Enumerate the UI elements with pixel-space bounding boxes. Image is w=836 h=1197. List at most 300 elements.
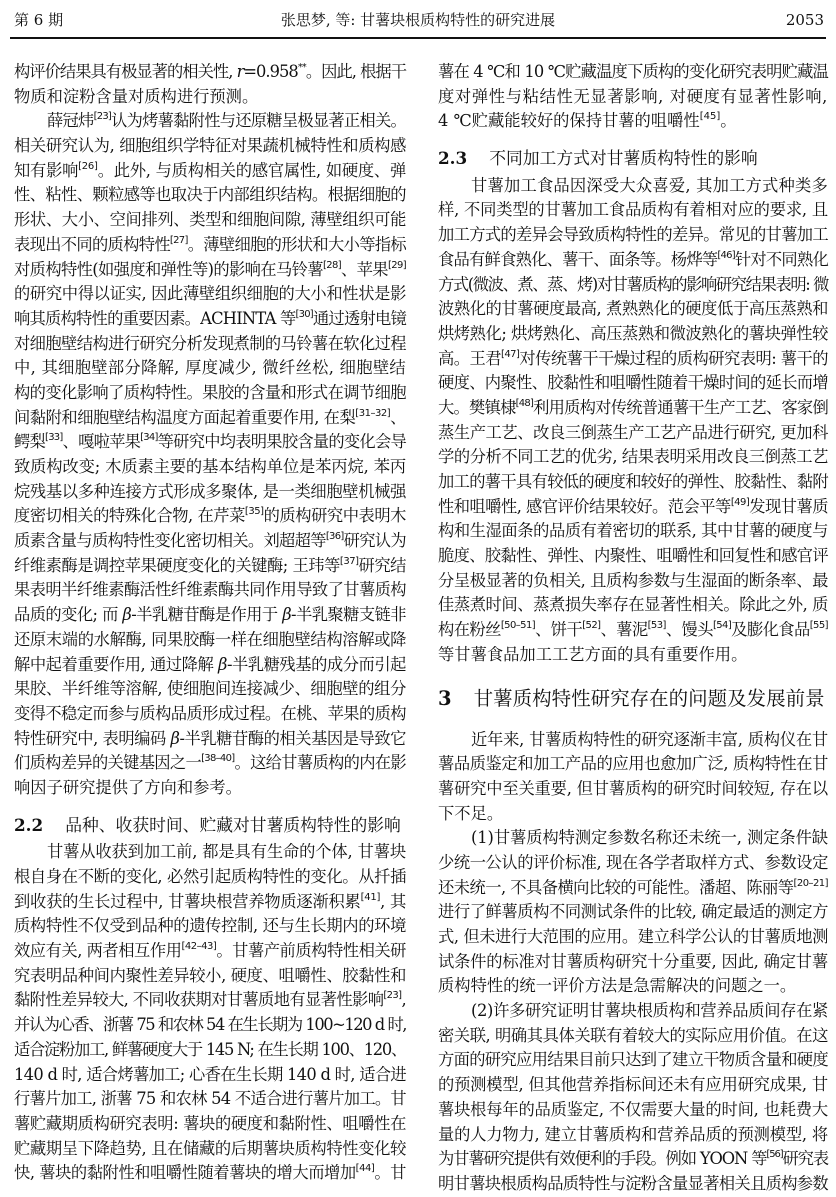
line-text <box>438 952 828 971</box>
issue-number: 第 6 期 <box>14 11 64 29</box>
text-line <box>14 865 406 890</box>
line-text <box>14 235 406 254</box>
line-text <box>47 111 406 130</box>
text-run: 、饼干 <box>535 620 583 640</box>
text-line <box>14 480 406 505</box>
text-run: 大。樊镇棣 <box>438 397 516 417</box>
line-text <box>471 828 828 847</box>
text-run: 品质的变化; 而 <box>14 605 123 625</box>
line-text <box>14 334 406 353</box>
line-text <box>438 373 828 392</box>
text-line <box>438 752 828 777</box>
text-line <box>438 925 828 950</box>
citation-superscript: [26] <box>78 160 98 172</box>
text-run: 。因此, 根据干 <box>305 62 406 81</box>
text-run: 。薄壁细胞的形状和大小等指标 <box>187 234 406 254</box>
line-text <box>438 324 828 343</box>
text-run: 、苹果 <box>340 259 388 279</box>
citation-superscript: [27] <box>169 234 188 246</box>
citation-superscript: [55] <box>809 620 828 632</box>
text-run: 。这给甘薯质构的内在影 <box>234 753 406 773</box>
line-text <box>14 679 406 698</box>
text-run: 样, 不同类型的甘薯加工食品质构有着相对应的要求, 且 <box>438 200 828 220</box>
text-line <box>438 643 828 668</box>
text-line <box>14 1161 406 1186</box>
text-line <box>14 603 406 628</box>
line-text <box>14 1040 406 1059</box>
section-title: 品种、收获时间、贮藏对甘薯质构特性的影响 <box>65 814 401 835</box>
line-text <box>14 655 406 674</box>
text-run: 、馒头 <box>665 620 713 640</box>
paragraph <box>14 109 406 800</box>
text-line <box>438 777 828 802</box>
text-run: 度对弹性与粘结性无显著影响, 对硬度有显著性影响, <box>438 86 828 106</box>
text-line <box>438 248 828 273</box>
text-line <box>14 890 406 915</box>
line-text <box>438 349 828 368</box>
text-line <box>14 677 406 702</box>
text-line <box>438 109 828 134</box>
text-line <box>438 728 828 753</box>
line-text <box>14 1139 406 1158</box>
text-run: 质构特性的统一评价方法是急需解决的问题之一。 <box>438 976 797 996</box>
line-text <box>438 1026 828 1045</box>
text-run: 性和咀嚼性, 感官评价结果较好。范会平等 <box>438 496 731 516</box>
citation-superscript: [30] <box>295 308 313 320</box>
italic-symbol: β <box>122 605 132 625</box>
text-run: 还原末端的水解酶, 同果胶酶一样在细胞壁结构溶解或降 <box>14 629 406 649</box>
text-run: 利用质构对传统普通薯干生产工艺、客家倒 <box>533 397 828 417</box>
line-text <box>14 778 242 797</box>
text-line <box>438 347 828 372</box>
line-text <box>438 804 503 823</box>
text-run: 质素含量与质构特性变化密切相关。刘超超等 <box>14 531 326 551</box>
text-run: 适合淀粉加工, 鲜薯硬度大于 145 N; 在生长期 100、120、 <box>14 1039 406 1059</box>
section-title: 不同加工方式对甘薯质构特性的影响 <box>489 148 758 169</box>
text-run: 、薯泥 <box>600 620 648 640</box>
line-text <box>438 571 828 590</box>
text-line <box>438 297 828 322</box>
text-line <box>438 470 828 495</box>
text-run: 发现甘薯质 <box>749 496 828 516</box>
line-text <box>14 1089 406 1108</box>
line-text <box>438 620 828 639</box>
text-run: 明甘薯块根质构品质特性与淀粉含量显著相关且质构参数 <box>438 1173 828 1193</box>
line-text <box>438 1125 828 1144</box>
citation-superscript: [36] <box>325 531 344 543</box>
line-text <box>14 482 406 501</box>
text-run: 解中起着重要作用, 通过降解 <box>14 654 218 674</box>
text-run: 近年来, 甘薯质构特性的研究逐渐丰富, 质构仪在甘 <box>471 729 828 749</box>
text-run: 薯研究中至关重要, 但甘薯质构的研究时间较短, 存在以 <box>438 778 828 798</box>
text-line <box>14 1112 406 1137</box>
text-run: 等甘薯食品加工工艺方面的具有重要作用。 <box>438 644 748 664</box>
text-run: 。甘薯产前质构特性相关研 <box>216 941 406 961</box>
citation-superscript: [38–40] <box>201 753 235 765</box>
text-line <box>14 653 406 678</box>
citation-superscript: [45] <box>699 111 721 123</box>
text-run: 薯贮藏期质构研究表明: 薯块的硬度和黏附性、咀嚼性在 <box>14 1113 406 1133</box>
line-text <box>438 111 737 130</box>
text-run: 快, 薯块的黏附性和咀嚼性随着薯块的增大而增加 <box>14 1163 356 1183</box>
line-text <box>438 902 828 921</box>
line-text <box>438 200 828 219</box>
line-text <box>438 645 747 664</box>
line-text <box>438 927 828 946</box>
text-run: 还未统一, 不具备横向比较的可能性。潘超、陈丽等 <box>438 877 794 897</box>
text-run: 、 <box>390 407 406 427</box>
text-line <box>438 198 828 223</box>
text-run: 。 <box>720 111 737 131</box>
line-text <box>438 250 828 269</box>
text-run: 高。王君 <box>438 348 501 368</box>
text-run: 质构特性不仅受到品种的遗传控制, 还与生长期内的环境 <box>14 916 406 936</box>
text-line <box>14 430 406 455</box>
text-line <box>438 950 828 975</box>
text-line <box>14 988 406 1013</box>
text-run: 脆度、胶黏性、弹性、内聚性、咀嚼性和回复性和感官评 <box>438 546 828 566</box>
text-line <box>14 702 406 727</box>
text-line <box>14 1038 406 1063</box>
citation-superscript: [31–32] <box>355 407 391 419</box>
line-text <box>14 1163 406 1182</box>
text-run: 物质和淀粉含量对质构进行预测。 <box>14 86 259 106</box>
text-run: 烷残基以多种连接方式形成多聚体, 是一类细胞壁机械强 <box>14 481 406 501</box>
text-run: 少统一公认的评价标准, 现在各学者取样方式、参数设定 <box>438 852 828 872</box>
line-text <box>14 457 406 476</box>
text-line <box>14 1087 406 1112</box>
text-line <box>14 332 406 357</box>
line-text <box>14 1065 406 1084</box>
italic-symbol: r <box>236 62 244 81</box>
line-text <box>14 87 258 106</box>
text-line <box>14 282 406 307</box>
line-text <box>14 867 406 886</box>
line-text <box>14 284 406 303</box>
text-line <box>438 593 828 618</box>
line-text <box>438 275 828 294</box>
text-line <box>438 322 828 347</box>
text-line <box>438 900 828 925</box>
text-line <box>438 618 828 643</box>
text-run: 加工的薯干具有较低的硬度和较好的弹性、胶黏性、黏附 <box>438 472 828 491</box>
line-text <box>471 176 828 195</box>
text-run: -半乳糖苷酶的相关基因是导致它 <box>179 728 406 748</box>
line-text <box>14 185 406 204</box>
italic-symbol: β <box>282 605 292 625</box>
text-line <box>14 183 406 208</box>
text-run: 方式(微波、煮、蒸、烤)对甘薯质构的影响研究结果表明: 微 <box>438 274 828 294</box>
section-number: 2.3 <box>438 148 468 169</box>
text-line <box>438 1073 828 1098</box>
text-line <box>438 974 828 999</box>
text-line <box>438 223 828 248</box>
line-text <box>438 1050 828 1069</box>
text-run: 的研究中得以证实, 因此薄壁组织细胞的大小和性状是影 <box>14 284 406 304</box>
line-text <box>47 842 406 861</box>
line-text <box>438 1149 828 1168</box>
text-line <box>438 999 828 1024</box>
text-line <box>14 751 406 776</box>
text-line <box>14 1063 406 1088</box>
paragraph <box>438 174 828 668</box>
text-line <box>14 159 406 184</box>
text-run: 构和生湿面条的品质有着密切的联系, 其中甘薯的硬度与 <box>438 521 828 541</box>
text-run: 究表明品种间内聚性差异较小, 硬度、咀嚼性、胶黏性和 <box>14 965 406 985</box>
text-line <box>438 1123 828 1148</box>
citation-superscript: [37] <box>339 555 359 567</box>
text-run: 行薯片加工, 浙薯 75 和农林 54 不适合进行薯片加工。甘 <box>14 1089 406 1109</box>
section-number: 3 <box>438 686 452 710</box>
citation-superscript: [53] <box>647 620 666 632</box>
section-heading <box>438 146 828 171</box>
text-run: 到收获的生长过程中, 甘薯块根营养物质逐渐积累 <box>14 891 361 911</box>
text-run: 下不足。 <box>438 803 504 823</box>
citation-superscript: [54] <box>712 620 732 632</box>
text-line <box>14 60 406 85</box>
italic-symbol: β <box>170 728 180 748</box>
line-text <box>14 136 406 155</box>
citation-superscript: [42–43] <box>181 941 217 953</box>
line-text <box>14 704 406 723</box>
text-line <box>14 529 406 554</box>
text-line <box>438 421 828 446</box>
text-run: 食品有鲜食熟化、薯干、面条等。杨烨等 <box>438 249 718 269</box>
text-run: 认为烤薯黏附性与还原糖呈极显著正相关。 <box>111 111 406 131</box>
text-run: 构在粉丝 <box>438 620 501 640</box>
line-text <box>438 1100 828 1119</box>
text-run: 薯品质鉴定和加工产品的应用也愈加广泛, 质构特性在甘 <box>438 754 828 774</box>
text-line <box>438 495 828 520</box>
text-line <box>14 381 406 406</box>
citation-superscript: [47] <box>500 348 520 360</box>
text-run: 。此外, 与质构相关的感官属性, 如硬度、弹 <box>97 160 406 180</box>
line-text <box>14 62 406 81</box>
text-line <box>14 455 406 480</box>
text-run: 学的分析不同工艺的优劣, 结果表明采用改良三倒蒸工艺 <box>438 447 828 467</box>
text-run: 佳蒸煮时间、蒸煮损失率存在显著性相关。除此之外, 质 <box>438 595 828 615</box>
text-line <box>14 109 406 134</box>
line-text <box>438 878 828 897</box>
line-text <box>438 976 796 995</box>
citation-superscript: [56] <box>766 1149 783 1161</box>
citation-superscript: [35] <box>244 506 264 518</box>
citation-superscript: [49] <box>730 496 750 508</box>
text-run: 间黏附和细胞壁结构温度方面起着重要作用, 在梨 <box>14 407 356 427</box>
line-text <box>14 432 406 451</box>
text-line <box>14 1013 406 1038</box>
line-text <box>14 941 406 960</box>
line-text <box>14 408 406 427</box>
line-text <box>14 990 406 1009</box>
text-run: 及膨化食品 <box>731 620 810 640</box>
text-run: 纤维素酶是调控苹果硬度变化的关键酶; 王玮等 <box>14 555 340 575</box>
line-text <box>14 556 406 575</box>
text-run: 中, 其细胞壁部分降解, 厚度减少, 微纤丝松, 细胞壁结 <box>14 358 406 378</box>
line-text <box>438 447 828 466</box>
text-run: 密关联, 明确其具体关联有着较大的实际应用价值。在这 <box>438 1025 828 1045</box>
text-run: 4 ℃贮藏能较好的保持甘薯的咀嚼性 <box>438 111 700 131</box>
text-run: 。甘 <box>374 1163 406 1183</box>
text-run: 对传统薯干干燥过程的质构研究表明: 薯干的 <box>519 348 828 368</box>
line-text <box>14 753 406 772</box>
text-run: 根自身在不断的变化, 必然引起质构特性的变化。从扦插 <box>14 867 406 886</box>
line-text <box>14 892 406 911</box>
text-run: 并认为心香、浙薯 75 和农林 54 在生长期为 100~120 d 时, <box>14 1015 406 1035</box>
line-text <box>14 1015 406 1034</box>
line-text <box>438 853 828 872</box>
section-title: 甘薯质构特性研究存在的问题及发展前景 <box>473 686 825 710</box>
text-line <box>14 578 406 603</box>
text-line <box>438 445 828 470</box>
text-run: -半乳聚糖支链非 <box>291 605 406 625</box>
citation-superscript: [28] <box>322 259 341 271</box>
text-run: 波熟化的甘薯硬度最高, 煮熟熟化的硬度低于高压蒸熟和 <box>438 299 828 319</box>
line-text <box>14 260 406 279</box>
citation-superscript: [52] <box>582 620 601 632</box>
text-line <box>14 727 406 752</box>
line-text <box>14 383 406 402</box>
line-text <box>14 580 406 599</box>
text-line <box>438 1147 828 1172</box>
text-line <box>438 1098 828 1123</box>
paragraph <box>438 728 828 827</box>
text-run: 为甘薯研究提供有效便利的手段。例如 YOON 等 <box>438 1149 767 1169</box>
line-text <box>14 210 406 229</box>
line-text <box>438 546 828 565</box>
text-line <box>14 1137 406 1162</box>
citation-superscript: [50–51] <box>500 620 536 632</box>
text-run: 的质构研究中表明木 <box>263 506 406 526</box>
text-run: 方面的研究应用结果目前只达到了建立干物质含量和硬度 <box>438 1050 828 1070</box>
citation-superscript: [20–21] <box>793 877 828 889</box>
text-run: 形状、大小、空间排列、类型和细胞间隙, 薄壁组织可能 <box>14 210 406 230</box>
text-run: 进行了鲜薯质构不同测试条件的比较, 确定最适的测定方 <box>438 902 828 922</box>
text-run: 、嘎啦苹果 <box>62 432 141 452</box>
text-run: 致质构改变; 木质素主要的基本结构单位是苯丙烷, 苯丙 <box>14 457 406 476</box>
citation-superscript: [23] <box>93 111 112 123</box>
citation-superscript: [29] <box>387 259 406 271</box>
text-run: 构评价结果具有极显著的相关性, <box>14 62 237 81</box>
line-text <box>14 605 406 624</box>
text-run: 响其质构特性的重要因素。ACHINTA 等 <box>14 308 296 328</box>
text-line <box>438 876 828 901</box>
text-run: 特性研究中, 表明编码 <box>14 728 171 748</box>
header-rule <box>10 37 826 39</box>
text-line <box>438 396 828 421</box>
text-run: 变得不稳定而参与质构品质形成过程。在桃、苹果的质构 <box>14 703 406 723</box>
line-text <box>438 423 828 442</box>
line-text <box>438 225 828 244</box>
section-number: 2.2 <box>14 814 44 835</box>
text-run: 试条件的标准对甘薯质构研究十分重要, 因此, 确定甘薯 <box>438 951 828 971</box>
text-run: 表现出不同的质构特性 <box>14 234 170 254</box>
text-run: 研究表 <box>782 1149 828 1169</box>
text-run: 研究认为 <box>343 531 406 551</box>
text-run: 度密切相关的特殊化合物, 在芹菜 <box>14 506 245 526</box>
line-text <box>438 497 828 516</box>
text-run: 烘烤熟化; 烘烤熟化、高压蒸熟和微波熟化的薯块弹性较 <box>438 323 828 343</box>
text-line <box>14 356 406 381</box>
line-text <box>438 595 828 614</box>
line-text <box>438 1075 828 1094</box>
text-line <box>14 554 406 579</box>
text-line <box>14 939 406 964</box>
text-line <box>14 85 406 110</box>
text-run: (1)甘薯质构特测定参数名称还未统一, 测定条件缺 <box>471 828 828 848</box>
line-text <box>438 472 828 491</box>
text-line <box>14 134 406 159</box>
text-run: 量的人力物力, 建立甘薯质构和营养品质的预测模型, 将 <box>438 1124 828 1144</box>
text-run: 知有影响 <box>14 160 79 180</box>
text-run: 硬度、内聚性、胶黏性和咀嚼性随着干燥时间的延长而增 <box>438 373 828 393</box>
text-run: 相关研究认为, 细胞组织学特征对果蔬机械特性和质构感 <box>14 136 406 156</box>
line-text <box>14 506 406 525</box>
text-line <box>438 371 828 396</box>
text-run: 贮藏期呈下降趋势, 且在储藏的后期薯块质构特性变化较 <box>14 1138 406 1158</box>
citation-superscript: [33] <box>45 432 63 444</box>
line-text <box>14 966 406 985</box>
left-column <box>14 60 406 1186</box>
text-run: 鳄梨 <box>14 432 46 452</box>
text-line <box>14 914 406 939</box>
text-run: 薯在 4 ℃和 10 ℃贮藏温度下质构的变化研究表明贮藏温 <box>438 62 828 81</box>
text-line <box>438 1024 828 1049</box>
text-run: -半乳糖残基的成分而引起 <box>226 654 406 674</box>
text-run: -半乳糖苷酶是作用于 <box>131 605 283 625</box>
line-text <box>14 916 406 935</box>
line-text <box>438 1174 828 1193</box>
line-text <box>471 1001 828 1020</box>
text-line <box>14 776 406 801</box>
text-run: 薛冠炜 <box>47 111 94 131</box>
text-run: 140 d 时, 适合烤薯加工; 心香在生长期 140 d 时, 适合进 <box>14 1064 406 1084</box>
line-text <box>14 531 406 550</box>
text-line <box>14 208 406 233</box>
text-line <box>438 851 828 876</box>
line-text <box>14 630 406 649</box>
text-line <box>438 85 828 110</box>
text-line <box>438 544 828 569</box>
italic-symbol: β <box>217 654 227 674</box>
text-run: 针对不同熟化 <box>734 249 828 269</box>
text-run: 通过透射电镜 <box>312 308 406 328</box>
citation-superscript: [48] <box>515 397 534 409</box>
text-run: , <box>401 990 406 1010</box>
page-number: 2053 <box>785 11 824 29</box>
paragraph <box>14 840 406 1186</box>
paragraph <box>438 60 828 134</box>
text-line <box>438 273 828 298</box>
text-line <box>438 826 828 851</box>
text-line <box>438 519 828 544</box>
text-line <box>438 1048 828 1073</box>
text-run: 加工方式的差异会导致质构特性的差异。常见的甘薯加工 <box>438 225 828 245</box>
text-run: 甘薯加工食品因深受大众喜爱, 其加工方式种类多 <box>471 175 828 195</box>
line-text <box>438 87 828 106</box>
line-text <box>14 1114 406 1133</box>
citation-superscript: [46] <box>717 249 735 261</box>
right-column <box>438 60 828 1197</box>
text-run: 效应有关, 两者相互作用 <box>14 941 182 961</box>
text-run: 蒸生产工艺、改良三倒蒸生产工艺产品进行研究, 更加科 <box>438 422 828 442</box>
line-text <box>438 521 828 540</box>
text-run: 的预测模型, 但其他营养指标间还未有应用研究成果, 甘 <box>438 1075 828 1095</box>
text-run: 响因子研究提供了方向和参考。 <box>14 777 242 797</box>
section-heading <box>438 686 828 712</box>
line-text <box>14 161 406 180</box>
paragraph <box>438 999 828 1197</box>
